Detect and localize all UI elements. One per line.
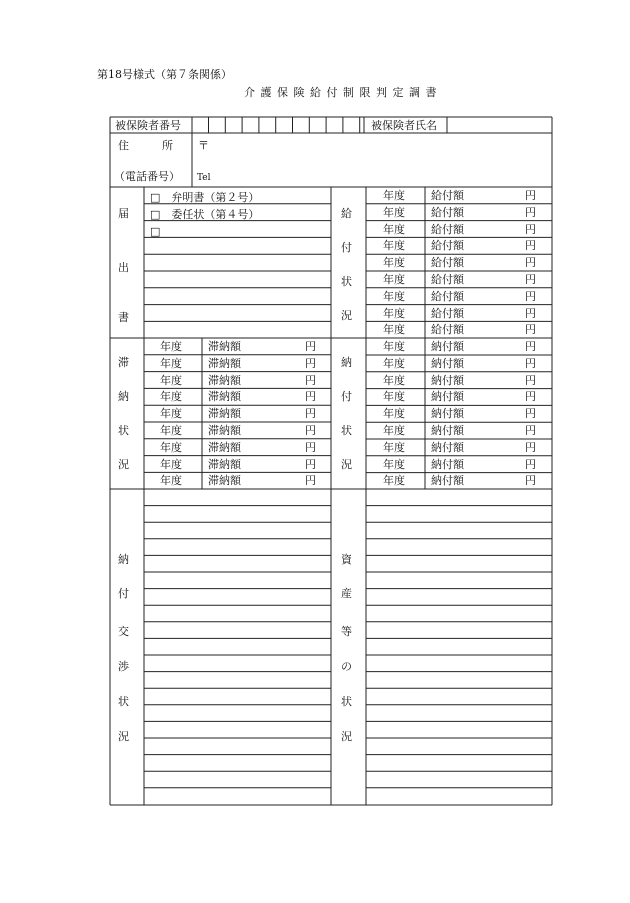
arrears-amount-label: 滞納額 xyxy=(208,424,241,437)
benefit-yen-unit: 円 xyxy=(525,256,536,270)
benefit-yen-unit: 円 xyxy=(525,222,536,236)
benefit-yen-unit: 円 xyxy=(525,306,536,320)
payment-side-char: 付 xyxy=(341,390,352,403)
benefit-amount-label: 給付額 xyxy=(431,239,464,253)
benefit-yen-unit: 円 xyxy=(525,273,536,286)
phone-label: （電話番号） xyxy=(114,170,180,183)
benefit-yen-unit: 円 xyxy=(525,205,536,219)
payment-side-char: 状 xyxy=(341,424,352,437)
payment-year-label: 年度 xyxy=(383,373,405,387)
payment-year-label: 年度 xyxy=(383,424,405,437)
arrears-side-char: 状 xyxy=(118,424,129,437)
arrears-side-char: 納 xyxy=(118,390,129,403)
benefit-amount-label: 給付額 xyxy=(431,273,464,286)
negotiation-side-char: 状 xyxy=(118,695,129,708)
payment-yen-unit: 円 xyxy=(525,390,536,404)
payment-year-label: 年度 xyxy=(383,340,405,353)
payment-yen-unit: 円 xyxy=(525,340,536,353)
benefit-amount-label: 給付額 xyxy=(431,289,464,303)
benefit-yen-unit: 円 xyxy=(525,289,536,303)
benefit-amount-label: 給付額 xyxy=(431,222,464,236)
payment-yen-unit: 円 xyxy=(525,356,536,370)
benefit-year-label: 年度 xyxy=(383,323,405,337)
payment-amount-label: 納付額 xyxy=(431,424,464,437)
form-number: 第18号様式（第７条関係） xyxy=(97,68,232,81)
payment-year-label: 年度 xyxy=(383,407,405,421)
benefit-year-label: 年度 xyxy=(383,273,405,286)
payment-amount-label: 納付額 xyxy=(431,373,464,387)
arrears-amount-label: 滞納額 xyxy=(208,390,241,404)
postal-mark: 〒 xyxy=(198,139,209,152)
benefit-side-char: 給 xyxy=(341,207,352,220)
negotiation-side-char: 況 xyxy=(118,730,129,743)
arrears-year-label: 年度 xyxy=(160,373,182,387)
payment-yen-unit: 円 xyxy=(525,407,536,421)
arrears-year-label: 年度 xyxy=(160,440,182,454)
payment-side-char: 納 xyxy=(341,356,352,369)
asset-side-char: 状 xyxy=(341,695,352,708)
benefit-year-label: 年度 xyxy=(383,256,405,270)
payment-yen-unit: 円 xyxy=(525,457,536,471)
arrears-amount-label: 滞納額 xyxy=(208,356,241,370)
insured-number-label: 被保険者番号 xyxy=(115,119,181,132)
payment-amount-label: 納付額 xyxy=(431,474,464,488)
payment-year-label: 年度 xyxy=(383,390,405,404)
benefit-year-label: 年度 xyxy=(383,289,405,303)
benefit-amount-label: 給付額 xyxy=(431,306,464,320)
asset-side-char: 資 xyxy=(341,553,352,566)
arrears-year-label: 年度 xyxy=(160,457,182,471)
arrears-year-label: 年度 xyxy=(160,356,182,370)
benefit-side-char: 況 xyxy=(341,309,352,322)
arrears-year-label: 年度 xyxy=(160,340,182,353)
asset-side-char: 況 xyxy=(341,730,352,743)
arrears-yen-unit: 円 xyxy=(305,356,316,370)
payment-yen-unit: 円 xyxy=(525,424,536,437)
benefit-amount-label: 給付額 xyxy=(431,205,464,219)
arrears-side-char: 況 xyxy=(118,458,129,471)
arrears-amount-label: 滞納額 xyxy=(208,474,241,488)
negotiation-side-char: 付 xyxy=(118,587,129,600)
arrears-yen-unit: 円 xyxy=(305,407,316,421)
payment-year-label: 年度 xyxy=(383,457,405,471)
arrears-amount-label: 滞納額 xyxy=(208,457,241,471)
benefit-year-label: 年度 xyxy=(383,222,405,236)
payment-yen-unit: 円 xyxy=(525,373,536,387)
payment-yen-unit: 円 xyxy=(525,440,536,454)
notification-side-char: 出 xyxy=(118,261,129,274)
arrears-yen-unit: 円 xyxy=(305,457,316,471)
address-label: 住 所 xyxy=(118,139,173,152)
payment-yen-unit: 円 xyxy=(525,474,536,488)
page-title: 介 護 保 険 給 付 制 限 判 定 調 書 xyxy=(244,86,438,99)
arrears-year-label: 年度 xyxy=(160,407,182,421)
negotiation-side-char: 納 xyxy=(118,553,129,566)
benefit-year-label: 年度 xyxy=(383,239,405,253)
payment-amount-label: 納付額 xyxy=(431,457,464,471)
payment-side-char: 況 xyxy=(341,458,352,471)
negotiation-side-char: 渉 xyxy=(118,660,129,673)
payment-amount-label: 納付額 xyxy=(431,356,464,370)
benefit-amount-label: 給付額 xyxy=(431,323,464,337)
arrears-amount-label: 滞納額 xyxy=(208,373,241,387)
asset-side-char: の xyxy=(341,660,352,673)
benefit-side-char: 状 xyxy=(341,275,352,288)
payment-amount-label: 納付額 xyxy=(431,407,464,421)
notification-item-explanation: □ 弁明書（第２号） xyxy=(150,191,260,204)
benefit-amount-label: 給付額 xyxy=(431,189,464,202)
asset-side-char: 産 xyxy=(341,587,352,600)
tel-mark: Tel xyxy=(197,173,211,183)
benefit-yen-unit: 円 xyxy=(525,189,536,202)
arrears-amount-label: 滞納額 xyxy=(208,340,241,353)
notification-side-char: 届 xyxy=(118,207,129,220)
arrears-amount-label: 滞納額 xyxy=(208,407,241,421)
benefit-side-char: 付 xyxy=(341,241,352,254)
payment-year-label: 年度 xyxy=(383,440,405,454)
arrears-side-char: 滞 xyxy=(118,356,129,369)
arrears-yen-unit: 円 xyxy=(305,474,316,488)
payment-amount-label: 納付額 xyxy=(431,390,464,404)
payment-year-label: 年度 xyxy=(383,356,405,370)
benefit-yen-unit: 円 xyxy=(525,323,536,337)
benefit-year-label: 年度 xyxy=(383,306,405,320)
benefit-year-label: 年度 xyxy=(383,189,405,202)
arrears-yen-unit: 円 xyxy=(305,440,316,454)
payment-amount-label: 納付額 xyxy=(431,440,464,454)
arrears-yen-unit: 円 xyxy=(305,424,316,437)
arrears-year-label: 年度 xyxy=(160,474,182,488)
notification-item-proxy: □ 委任状（第４号） xyxy=(150,208,260,221)
arrears-amount-label: 滞納額 xyxy=(208,440,241,454)
insured-name-label: 被保険者氏名 xyxy=(371,119,437,132)
arrears-yen-unit: 円 xyxy=(305,390,316,404)
notification-item-other: □ xyxy=(150,225,161,238)
arrears-yen-unit: 円 xyxy=(305,340,316,353)
benefit-year-label: 年度 xyxy=(383,205,405,219)
negotiation-side-char: 交 xyxy=(118,625,129,638)
notification-side-char: 書 xyxy=(118,311,129,324)
payment-amount-label: 納付額 xyxy=(431,340,464,353)
benefit-amount-label: 給付額 xyxy=(431,256,464,270)
arrears-year-label: 年度 xyxy=(160,424,182,437)
benefit-yen-unit: 円 xyxy=(525,239,536,253)
payment-year-label: 年度 xyxy=(383,474,405,488)
asset-side-char: 等 xyxy=(341,625,352,638)
arrears-yen-unit: 円 xyxy=(305,373,316,387)
arrears-year-label: 年度 xyxy=(160,390,182,404)
